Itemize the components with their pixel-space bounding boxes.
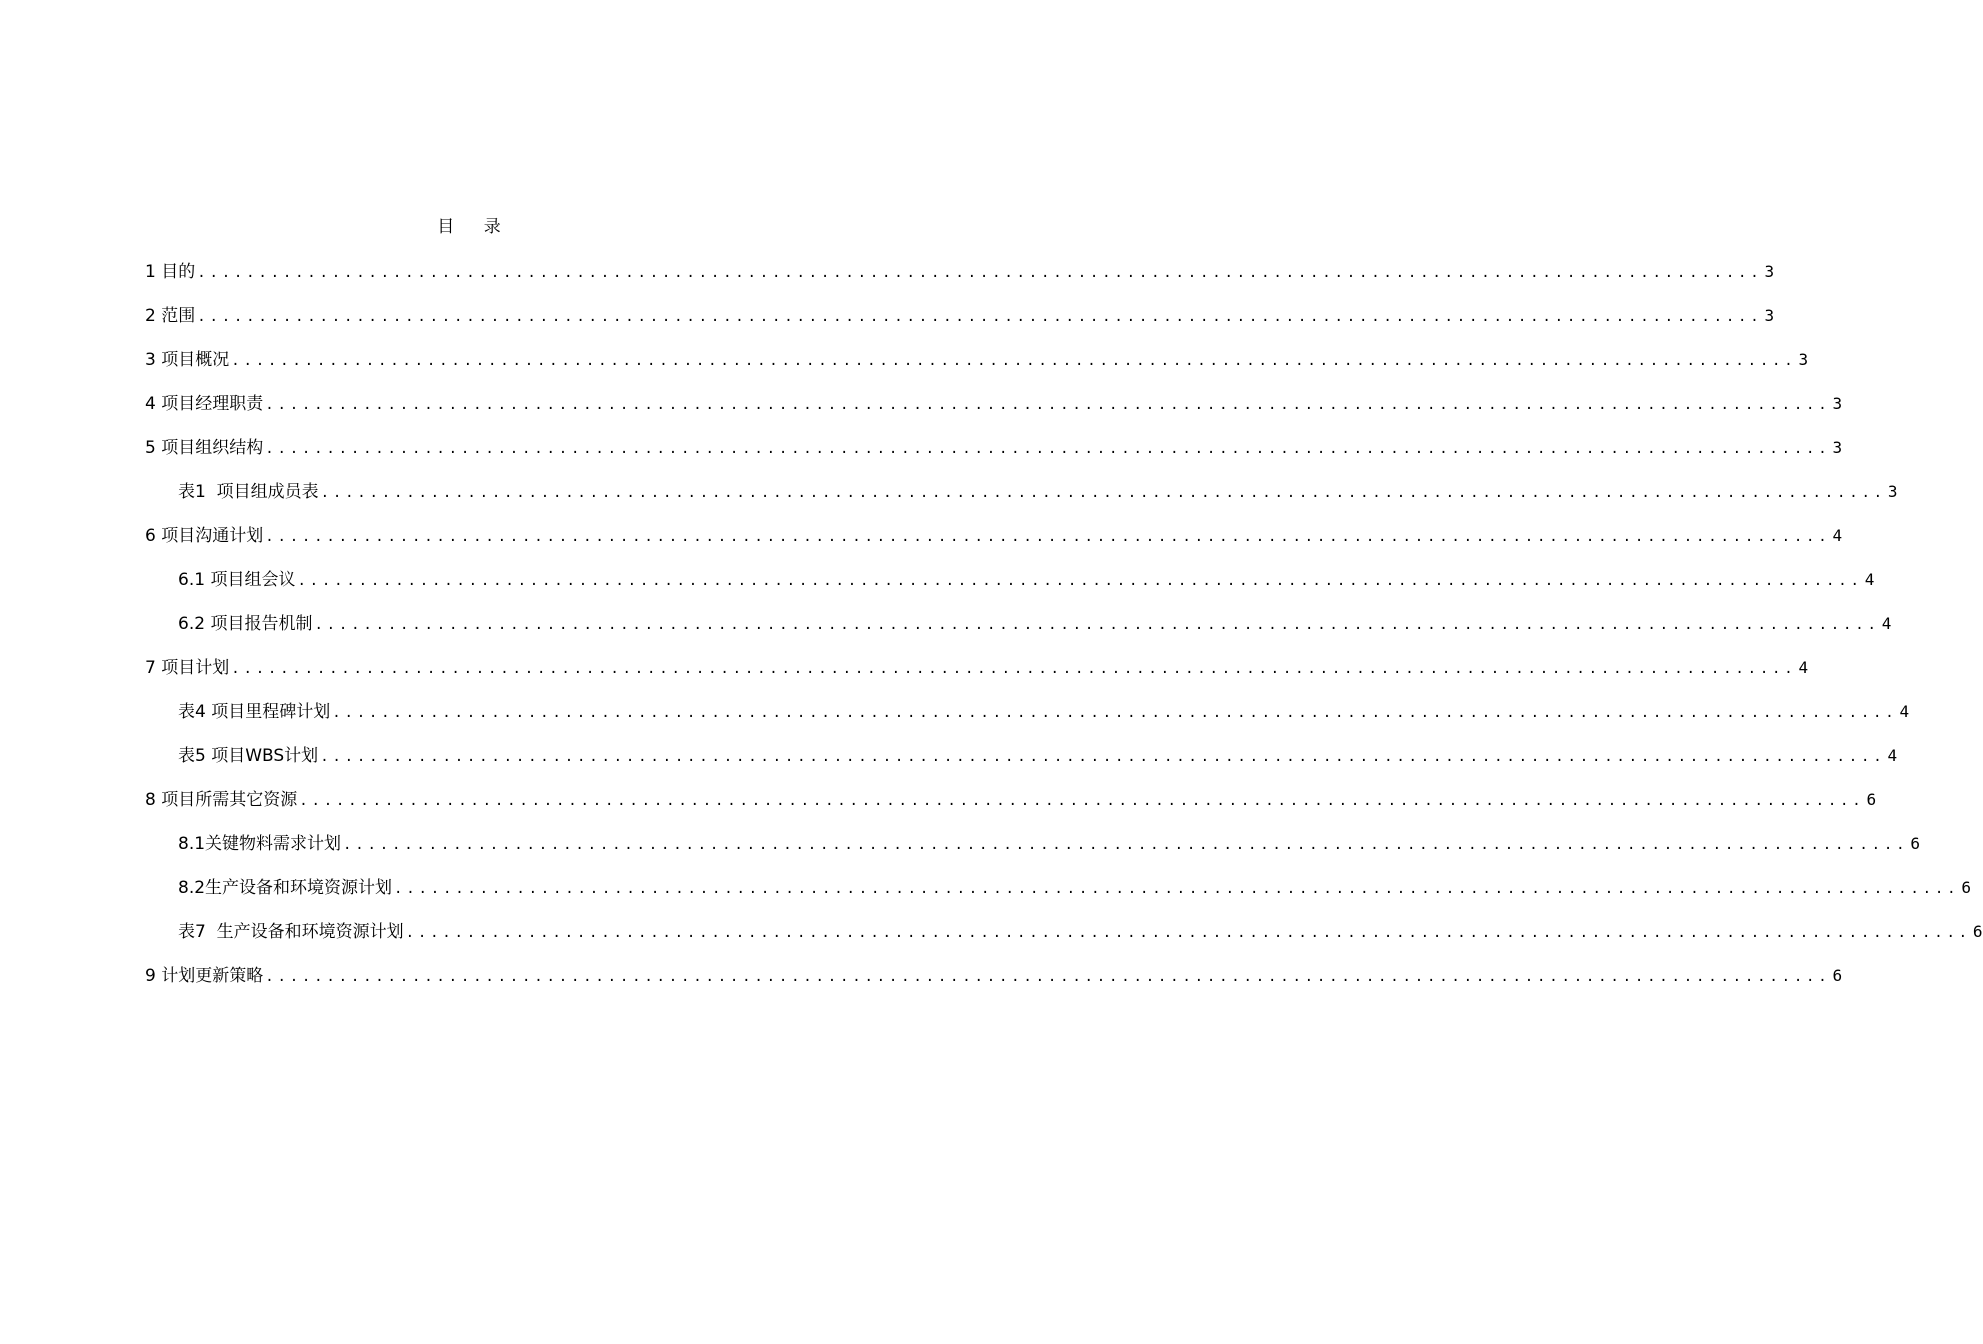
toc-entry-text: 8 项目所需其它资源 (145, 790, 298, 810)
toc-leader-dots: ................................................................................................................................ (320, 749, 1886, 765)
toc-leader-dots: ................................................................................................................................ (343, 837, 1909, 853)
toc-page-number: 3 (1832, 438, 1843, 457)
toc-leader-dots: ................................................................................................................................ (320, 485, 1886, 501)
toc-entry-text: 8.1关键物料需求计划 (178, 834, 342, 854)
toc-title: 目 录 (437, 217, 513, 237)
toc-entry-text: 表5 项目WBS计划 (178, 746, 319, 766)
toc-entry[interactable] (145, 812, 1920, 856)
toc-entry-text: 6.2 项目报告机制 (178, 614, 313, 634)
toc-entry[interactable] (145, 592, 1892, 636)
toc-entry-text: 3 项目概况 (145, 350, 230, 370)
toc-page-number: 4 (1798, 658, 1809, 677)
toc-entry-text: 8.2生产设备和环境资源计划 (178, 878, 393, 898)
toc-page-number: 4 (1881, 614, 1892, 633)
toc-leader-dots: ................................................................................................................................ (265, 969, 1831, 985)
toc-leader-dots: ................................................................................................................................ (332, 705, 1898, 721)
toc-entry[interactable] (145, 372, 1843, 416)
toc-entry[interactable] (145, 460, 1898, 504)
toc-leader-dots: ................................................................................................................................ (314, 617, 1880, 633)
toc-entry[interactable] (145, 900, 1983, 944)
toc-page-number: 6 (1961, 878, 1971, 897)
toc-entry[interactable] (145, 548, 1875, 592)
toc-leader-dots: ................................................................................................................................ (299, 793, 1865, 809)
toc-page-number: 3 (1764, 262, 1775, 281)
toc-leader-dots: ................................................................................................................................ (265, 441, 1831, 457)
toc-page-number: 3 (1887, 482, 1898, 501)
toc-page-number: 6 (1972, 922, 1983, 941)
toc-leader-dots: ................................................................................................................................ (394, 881, 1960, 897)
toc-entry-text: 表1 项目组成员表 (178, 482, 319, 502)
toc-entry-text: 表4 项目里程碑计划 (178, 702, 331, 722)
toc-entry[interactable] (145, 944, 1843, 988)
toc-entry-text: 表7 生产设备和环境资源计划 (178, 922, 404, 942)
toc-entry-text: 6 项目沟通计划 (145, 526, 264, 546)
toc-leader-dots: ................................................................................................................................ (405, 925, 1971, 941)
toc-entry-text: 1 目的 (145, 262, 196, 282)
toc-entry[interactable] (145, 504, 1843, 548)
toc-page-number: 3 (1832, 394, 1843, 413)
toc-leader-dots: ................................................................................................................................ (231, 353, 1797, 369)
toc-page-number: 4 (1899, 702, 1910, 721)
toc-entry[interactable] (145, 768, 1877, 812)
toc-entry-text: 2 范围 (145, 306, 196, 326)
toc-page-number: 6 (1866, 790, 1877, 809)
toc-leader-dots: ................................................................................................................................ (265, 529, 1831, 545)
toc-entry[interactable] (145, 724, 1898, 768)
toc-entry-text: 5 项目组织结构 (145, 438, 264, 458)
toc-entry[interactable] (145, 636, 1809, 680)
toc-leader-dots: ................................................................................................................................ (197, 309, 1763, 325)
table-of-contents (145, 240, 1983, 988)
toc-page-number: 3 (1798, 350, 1809, 369)
toc-entry[interactable] (145, 240, 1775, 284)
toc-leader-dots: ................................................................................................................................ (231, 661, 1797, 677)
toc-entry[interactable] (145, 856, 1971, 900)
toc-entry[interactable] (145, 328, 1809, 372)
toc-entry-text: 4 项目经理职责 (145, 394, 264, 414)
toc-page-number: 6 (1832, 966, 1843, 985)
toc-entry[interactable] (145, 416, 1843, 460)
toc-page-number: 6 (1910, 834, 1920, 853)
toc-page-number: 4 (1832, 526, 1843, 545)
toc-entry-text: 6.1 项目组会议 (178, 570, 296, 590)
toc-entry-text: 7 项目计划 (145, 658, 230, 678)
toc-entry-text: 9 计划更新策略 (145, 966, 264, 986)
toc-page-number: 4 (1864, 570, 1875, 589)
toc-page-number: 4 (1887, 746, 1898, 765)
toc-leader-dots: ................................................................................................................................ (297, 573, 1863, 589)
toc-page-number: 3 (1764, 306, 1775, 325)
toc-entry[interactable] (145, 284, 1775, 328)
toc-leader-dots: ................................................................................................................................ (265, 397, 1831, 413)
toc-leader-dots: ................................................................................................................................ (197, 265, 1763, 281)
toc-entry[interactable] (145, 680, 1910, 724)
